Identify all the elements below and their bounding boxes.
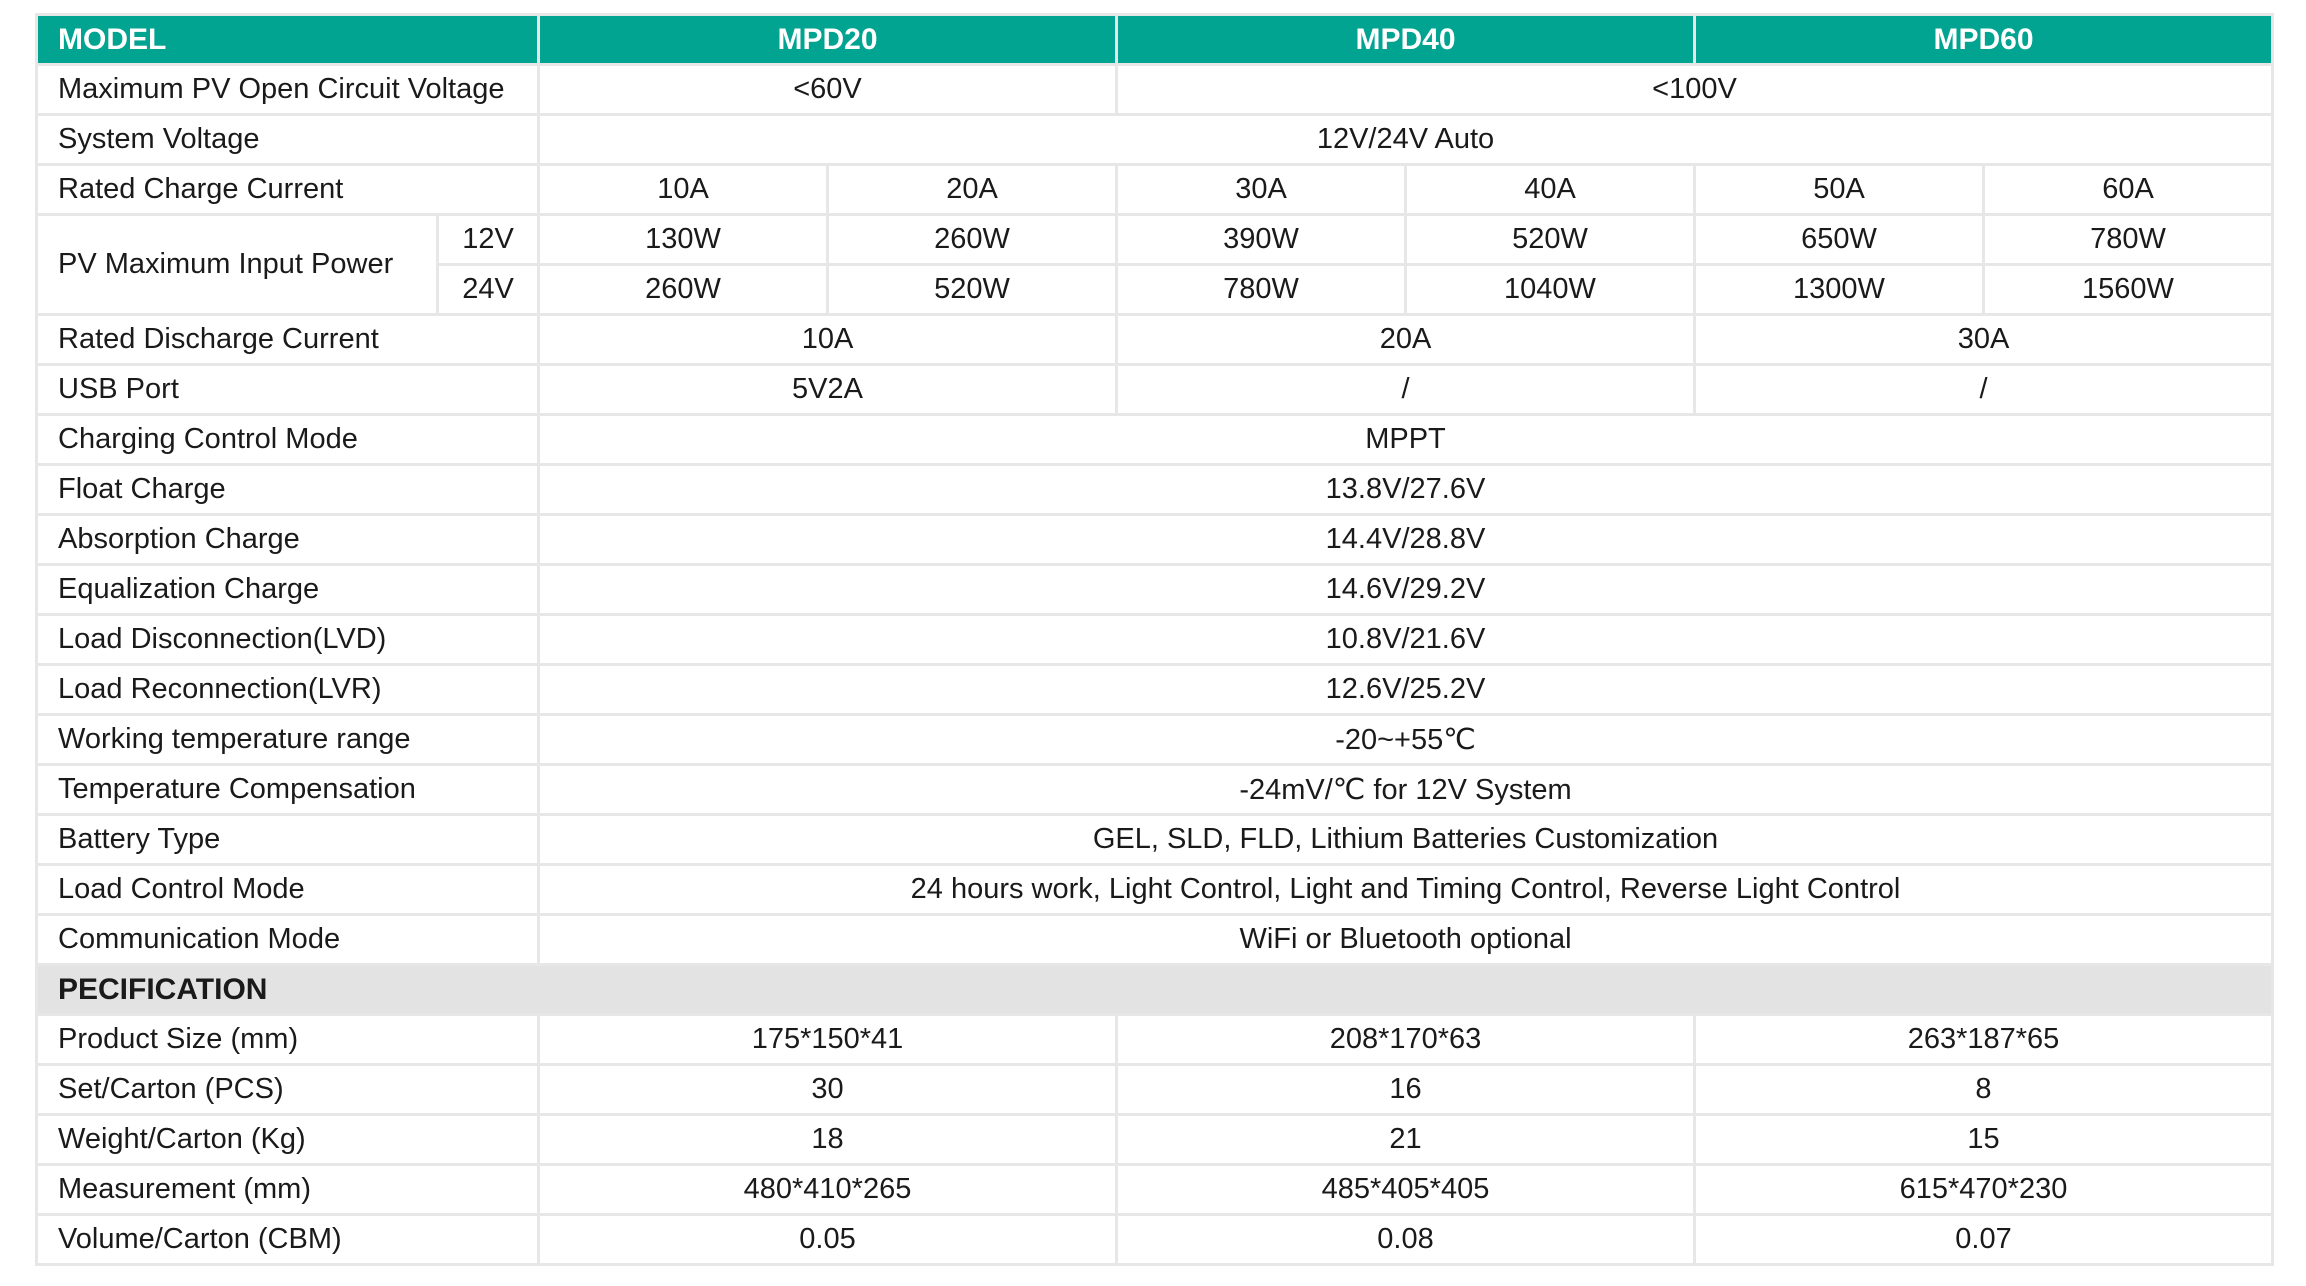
value-cell: 8	[1696, 1066, 2271, 1113]
value-cell: -24mV/℃ for 12V System	[540, 766, 2271, 813]
table-row	[38, 916, 2271, 963]
value-cell: 30A	[1696, 316, 2271, 363]
value-cell: 485*405*405	[1118, 1166, 1693, 1213]
value-cell: 10.8V/21.6V	[540, 616, 2271, 663]
table-row	[38, 816, 2271, 863]
value-cell: 1560W	[1985, 266, 2271, 313]
value-cell: 20A	[829, 166, 1115, 213]
row-label-load-control-mode: Load Control Mode	[38, 866, 537, 913]
model-mpd40-header: MPD40	[1118, 16, 1693, 63]
value-cell: 390W	[1118, 216, 1404, 263]
value-cell: 780W	[1118, 266, 1404, 313]
value-cell: 5V2A	[540, 366, 1115, 413]
value-cell: 12V/24V Auto	[540, 116, 2271, 163]
spec-table-wrapper	[35, 13, 2274, 1266]
value-cell: 15	[1696, 1116, 2271, 1163]
value-cell: 10A	[540, 316, 1115, 363]
table-row	[38, 616, 2271, 663]
value-cell: 12.6V/25.2V	[540, 666, 2271, 713]
value-cell: 10A	[540, 166, 826, 213]
row-label-charging-control-mode: Charging Control Mode	[38, 416, 537, 463]
value-cell: 20A	[1118, 316, 1693, 363]
value-cell: 18	[540, 1116, 1115, 1163]
row-label-weight-carton: Weight/Carton (Kg)	[38, 1116, 537, 1163]
row-label-communication-mode: Communication Mode	[38, 916, 537, 963]
value-cell: 0.07	[1696, 1216, 2271, 1263]
value-cell: 0.08	[1118, 1216, 1693, 1263]
value-cell: GEL, SLD, FLD, Lithium Batteries Customization	[540, 816, 2271, 863]
table-row	[38, 866, 2271, 913]
row-label-absorption-charge: Absorption Charge	[38, 516, 537, 563]
row-label-max-pv-open-circuit-voltage: Maximum PV Open Circuit Voltage	[38, 66, 537, 113]
table-row	[38, 666, 2271, 713]
value-cell: <60V	[540, 66, 1115, 113]
table-row	[38, 1016, 2271, 1063]
table-header-row	[38, 16, 2271, 63]
table-row	[38, 66, 2271, 113]
value-cell: 14.4V/28.8V	[540, 516, 2271, 563]
row-label-load-reconnection-lvr: Load Reconnection(LVR)	[38, 666, 537, 713]
value-cell: 1040W	[1407, 266, 1693, 313]
value-cell: -20~+55℃	[540, 716, 2271, 763]
value-cell: 30A	[1118, 166, 1404, 213]
value-cell: 263*187*65	[1696, 1016, 2271, 1063]
section-header-row	[38, 966, 2271, 1013]
row-label-battery-type: Battery Type	[38, 816, 537, 863]
value-cell: 260W	[829, 216, 1115, 263]
value-cell: 24 hours work, Light Control, Light and Timing Control, Reverse Light Control	[540, 866, 2271, 913]
row-label-equalization-charge: Equalization Charge	[38, 566, 537, 613]
value-cell: 520W	[829, 266, 1115, 313]
row-label-system-voltage: System Voltage	[38, 116, 537, 163]
table-row	[38, 766, 2271, 813]
subrow-24v-cell: 24V	[439, 266, 537, 313]
value-cell: 50A	[1696, 166, 1982, 213]
table-row	[38, 166, 2271, 213]
value-cell: 480*410*265	[540, 1166, 1115, 1213]
row-label-measurement: Measurement (mm)	[38, 1166, 537, 1213]
value-cell: WiFi or Bluetooth optional	[540, 916, 2271, 963]
model-header-cell: MODEL	[38, 16, 537, 63]
table-row	[38, 416, 2271, 463]
value-cell: 40A	[1407, 166, 1693, 213]
value-cell: 175*150*41	[540, 1016, 1115, 1063]
table-row	[38, 316, 2271, 363]
table-row	[38, 116, 2271, 163]
value-cell: 30	[540, 1066, 1115, 1113]
row-label-rated-discharge-current: Rated Discharge Current	[38, 316, 537, 363]
value-cell: 16	[1118, 1066, 1693, 1113]
table-row	[38, 716, 2271, 763]
value-cell: 60A	[1985, 166, 2271, 213]
value-cell: 780W	[1985, 216, 2271, 263]
row-label-usb-port: USB Port	[38, 366, 537, 413]
value-cell: 21	[1118, 1116, 1693, 1163]
value-cell: 520W	[1407, 216, 1693, 263]
row-label-float-charge: Float Charge	[38, 466, 537, 513]
row-label-load-disconnection-lvd: Load Disconnection(LVD)	[38, 616, 537, 663]
value-cell: 14.6V/29.2V	[540, 566, 2271, 613]
table-row	[38, 366, 2271, 413]
value-cell: <100V	[1118, 66, 2271, 113]
row-label-rated-charge-current: Rated Charge Current	[38, 166, 537, 213]
table-row	[38, 1166, 2271, 1213]
value-cell: 615*470*230	[1696, 1166, 2271, 1213]
value-cell: 130W	[540, 216, 826, 263]
table-row	[38, 566, 2271, 613]
value-cell: /	[1696, 366, 2271, 413]
row-label-temperature-compensation: Temperature Compensation	[38, 766, 537, 813]
row-label-working-temperature-range: Working temperature range	[38, 716, 537, 763]
row-label-product-size: Product Size (mm)	[38, 1016, 537, 1063]
value-cell: 650W	[1696, 216, 1982, 263]
value-cell: 260W	[540, 266, 826, 313]
row-label-pv-maximum-input-power: PV Maximum Input Power	[38, 216, 436, 313]
row-label-volume-carton: Volume/Carton (CBM)	[38, 1216, 537, 1263]
table-row	[38, 466, 2271, 513]
model-mpd60-header: MPD60	[1696, 16, 2271, 63]
value-cell: 13.8V/27.6V	[540, 466, 2271, 513]
model-mpd20-header: MPD20	[540, 16, 1115, 63]
value-cell: /	[1118, 366, 1693, 413]
table-row	[38, 1116, 2271, 1163]
table-row	[38, 1066, 2271, 1113]
value-cell: MPPT	[540, 416, 2271, 463]
table-row	[38, 516, 2271, 563]
section-title: PECIFICATION	[38, 966, 2271, 1013]
value-cell: 1300W	[1696, 266, 1982, 313]
row-label-set-carton: Set/Carton (PCS)	[38, 1066, 537, 1113]
spec-table	[35, 13, 2274, 1266]
value-cell: 208*170*63	[1118, 1016, 1693, 1063]
table-row	[38, 216, 2271, 263]
table-row	[38, 1216, 2271, 1263]
subrow-12v-cell: 12V	[439, 216, 537, 263]
value-cell: 0.05	[540, 1216, 1115, 1263]
